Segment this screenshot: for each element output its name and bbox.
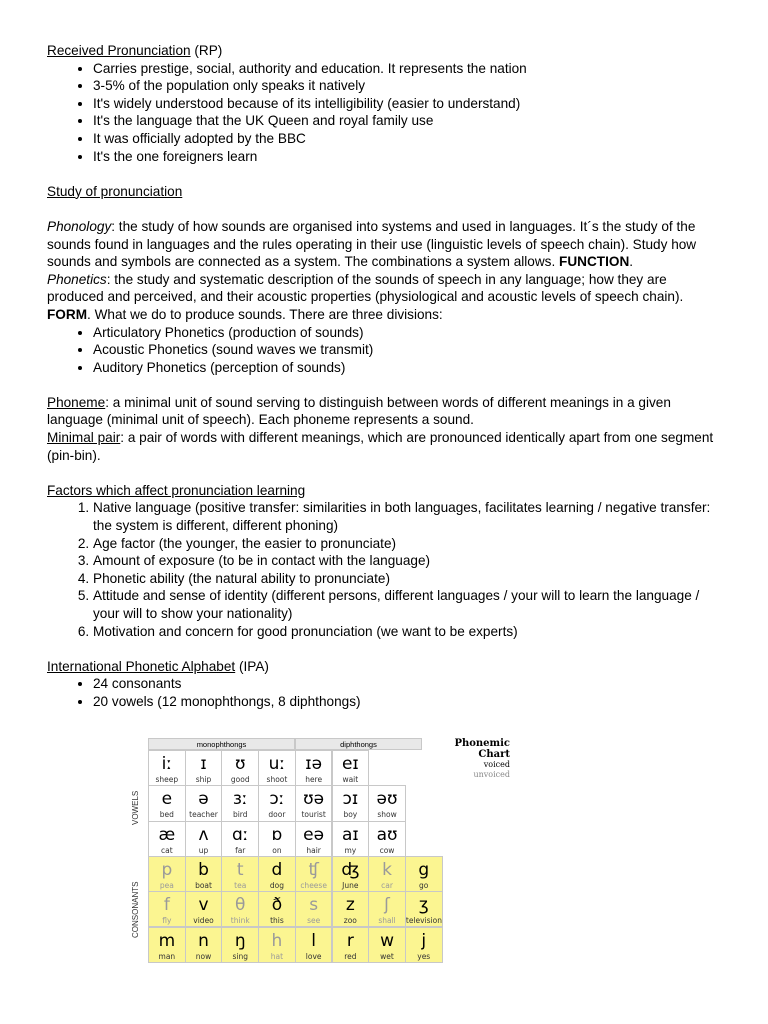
example-word: good [230,775,250,784]
minimal-pair-term: Minimal pair [47,430,121,446]
example-word: now [195,951,212,961]
phoneme-cell [185,856,223,892]
legend-voiced: voiced [483,760,510,769]
phoneme-cell [332,891,370,927]
phoneme-cell [295,927,333,963]
list-item: • It's the language that the UK Queen and royal family use [93,112,727,130]
phoneme-cell [185,821,223,857]
phoneme-cell [368,821,406,857]
phoneme-cell [221,785,259,821]
list-item: • 20 vowels (12 monophthongs, 8 diphthongs) [93,693,727,711]
divisions-list [47,324,727,377]
example-word: red [344,951,357,961]
example-word: zoo [343,916,357,926]
phoneme-cell [368,891,406,927]
list-item: 4. Phonetic ability (the natural ability to pronunciate) [93,570,727,588]
example-word: see [307,916,321,926]
study-heading: Study of pronunciation [47,183,183,199]
phoneme-cell [368,927,406,963]
phoneme-cell [148,821,186,857]
phoneme-symbol: ɜː [232,789,248,810]
phoneme-symbol: aɪ [341,824,359,845]
phoneme-symbol: d [271,859,283,880]
phonetics-paragraph [47,271,727,324]
ipa-list [47,675,727,710]
phoneme-cell [368,856,406,892]
example-word: teacher [189,810,218,820]
example-word: June [342,880,359,890]
example-word: fly [162,916,172,926]
example-word: bed [159,810,174,820]
legend-title-1: Phonemic [454,738,510,749]
example-word: my [344,845,357,855]
phoneme-cell [368,785,406,821]
phoneme-symbol: ŋ [234,930,246,951]
example-word: cow [379,845,395,855]
phoneme-symbol: ɒ [271,824,283,845]
minimal-pair-paragraph [47,429,727,464]
function-word: FUNCTION [559,254,630,270]
phoneme-symbol: ɑː [231,824,249,845]
phoneme-symbol: əʊ [376,789,398,810]
phoneme-symbol: r [346,930,354,951]
list-item: • It's widely understood because of its intelligibility (easier to understand) [93,95,727,113]
phoneme-symbol: ʌ [198,824,209,845]
list-item: • It's the one foreigners learn [93,148,727,166]
phoneme-symbol: w [380,930,394,951]
phoneme-cell [405,927,443,963]
example-word: dog [269,880,284,890]
phoneme-symbol: k [382,859,392,880]
phoneme-cell [258,750,296,786]
phoneme-paragraph [47,394,727,429]
legend-unvoiced: unvoiced [473,770,510,779]
example-word: yes [417,951,431,961]
phoneme-cell [185,927,223,963]
example-word: television [405,916,442,926]
phoneme-cell [221,927,259,963]
form-text: . What we do to produce sounds. There are three divisions: [87,306,443,322]
example-word: on [272,845,282,855]
example-word: ship [195,775,212,784]
phoneme-cell [148,856,186,892]
example-word: bird [232,810,248,820]
example-word: wet [380,951,394,961]
phonemic-chart [128,735,538,961]
phoneme-cell [258,856,296,892]
rp-heading: Received Pronunciation [47,43,191,58]
list-item: 1. Native language (positive transfer: similarities in both languages, facilitates learning / negative transfer: the system is different, different phoning) [93,499,727,534]
phoneme-cell [221,750,259,786]
phoneme-symbol: æ [158,824,176,845]
phoneme-symbol: ɪə [305,754,323,774]
phonetics-term: Phonetics [47,271,107,287]
phoneme-symbol: h [271,930,283,951]
phoneme-symbol: θ [235,895,246,916]
example-word: cat [161,845,173,855]
phoneme-cell [332,750,370,786]
example-word: shall [378,916,396,926]
example-word: wait [342,775,359,784]
list-item: 2. Age factor (the younger, the easier to pronunciate) [93,535,727,553]
phoneme-cell [148,927,186,963]
list-item: 5. Attitude and sense of identity (different persons, different languages / your will to learn the language / your will to show your nationality) [93,587,727,622]
factors-list [47,499,727,640]
ipa-heading-suffix: (IPA) [235,658,269,674]
phoneme-cell [258,821,296,857]
example-word: hair [306,845,321,855]
ipa-heading: International Phonetic Alphabet [47,658,236,674]
example-word: far [235,845,246,855]
phoneme-cell [332,856,370,892]
phoneme-cell [258,891,296,927]
phoneme-cell [295,750,333,786]
example-word: cheese [300,880,327,890]
consonants-side-label: CONSONANTS [131,881,140,939]
list-item: 3. Amount of exposure (to be in contact with the language) [93,552,727,570]
rp-list [47,60,727,166]
phoneme-symbol: ʃ [384,895,390,916]
phoneme-cell [295,856,333,892]
example-word: man [158,951,176,961]
form-word: FORM [47,306,88,322]
phoneme-cell [295,891,333,927]
phoneme-symbol: p [161,859,173,880]
phoneme-cell [295,785,333,821]
phoneme-cell [221,891,259,927]
phoneme-symbol: b [198,859,209,880]
phoneme-cell [148,750,186,786]
phoneme-cell [258,927,296,963]
phoneme-cell [258,785,296,821]
phoneme-symbol: f [163,895,170,916]
example-word: boat [195,880,212,890]
phoneme-cell [405,891,443,927]
phoneme-symbol: t [236,859,244,880]
phoneme-term: Phoneme [47,394,106,410]
phoneme-text: : a minimal unit of sound serving to distinguish between words of different meanings in a given language (minimal unit of speech). Each phoneme represents a sound. [47,394,671,428]
diphthongs-header: diphthongs [295,738,422,750]
factors-heading: Factors which affect pronunciation learning [47,482,306,498]
example-word: this [270,916,284,926]
phonology-text: : the study of how sounds are organised into systems and used in languages. It´s the study of the sounds found in languages and the rules operating in their use (linguistic levels of speech chain). Study how sounds and symbols are connected as a system. The combinations a system allows. [47,218,697,270]
list-item: • It was officially adopted by the BBC [93,130,727,148]
phonology-term: Phonology [47,218,112,234]
phoneme-symbol: ɔɪ [342,789,359,810]
phoneme-symbol: ʧ [308,859,319,880]
phoneme-symbol: eə [303,824,325,845]
phoneme-symbol: iː [161,754,173,774]
phoneme-cell [221,821,259,857]
example-word: tea [234,880,247,890]
example-word: up [198,845,209,855]
phoneme-symbol: e [161,789,173,810]
list-item: • 24 consonants [93,675,727,693]
example-word: here [305,775,323,784]
monophthongs-header: monophthongs [148,738,295,750]
phoneme-symbol: l [311,930,316,951]
phoneme-symbol: n [198,930,209,951]
document-body [47,42,727,711]
minimal-pair-text: : a pair of words with different meanings, which are pronounced identically apart from one segment (pin-bin). [47,430,714,463]
phoneme-cell [148,891,186,927]
example-word: sing [232,951,248,961]
phoneme-cell [405,856,443,892]
example-word: love [305,951,322,961]
example-word: tourist [301,810,326,820]
phoneme-symbol: uː [268,754,286,774]
phoneme-symbol: s [309,895,319,916]
chart-legend [450,738,510,780]
phoneme-cell [185,785,223,821]
phoneme-cell [185,750,223,786]
phoneme-cell [295,821,333,857]
phoneme-cell [148,785,186,821]
phoneme-symbol: j [421,930,427,951]
phoneme-symbol: ʊ [234,754,246,774]
phoneme-symbol: m [158,930,176,951]
example-word: boy [343,810,358,820]
list-item: • Carries prestige, social, authority and education. It represents the nation [93,60,727,78]
rp-heading-line [47,42,727,60]
phoneme-cell [185,891,223,927]
phoneme-symbol: v [198,895,209,916]
phoneme-cell [332,821,370,857]
example-word: car [381,880,393,890]
example-word: hat [270,951,284,961]
legend-title-2: Chart [478,749,510,760]
rp-heading-suffix: (RP) [190,43,223,58]
phoneme-cell [332,785,370,821]
phoneme-cell [332,927,370,963]
phonetics-text: : the study and systematic description of the sounds of speech in any language; how they are produced and perceived, and their acoustic properties (physiological and acoustic levels of speech chain). [47,271,684,305]
phoneme-symbol: ɔː [269,789,285,810]
phoneme-symbol: ʒ [418,895,429,916]
list-item: • Acoustic Phonetics (sound waves we transmit) [93,341,727,359]
list-item: • 3-5% of the population only speaks it natively [93,77,727,95]
example-word: shoot [266,775,288,784]
phoneme-symbol: aʊ [376,824,398,845]
phoneme-symbol: ʤ [341,859,360,880]
vowels-side-label: VOWELS [131,790,140,826]
phoneme-symbol: ə [198,789,209,810]
example-word: pea [159,880,174,890]
phoneme-symbol: eɪ [341,754,359,774]
example-word: go [419,880,429,890]
list-item: • Auditory Phonetics (perception of sounds) [93,359,727,377]
ipa-heading-line [47,658,727,676]
phoneme-symbol: ð [271,895,283,916]
phoneme-cell [221,856,259,892]
phoneme-symbol: ʊə [303,789,325,810]
phoneme-symbol: ɪ [200,754,207,774]
phoneme-symbol: z [345,895,355,916]
example-word: door [268,810,286,820]
function-end: . [629,254,634,270]
example-word: sheep [155,775,179,784]
example-word: video [193,916,214,926]
phoneme-symbol: g [418,859,430,880]
example-word: show [377,810,397,820]
phonology-paragraph [47,218,727,271]
list-item: 6. Motivation and concern for good pronunciation (we want to be experts) [93,623,727,641]
example-word: think [230,916,250,926]
list-item: • Articulatory Phonetics (production of sounds) [93,324,727,342]
